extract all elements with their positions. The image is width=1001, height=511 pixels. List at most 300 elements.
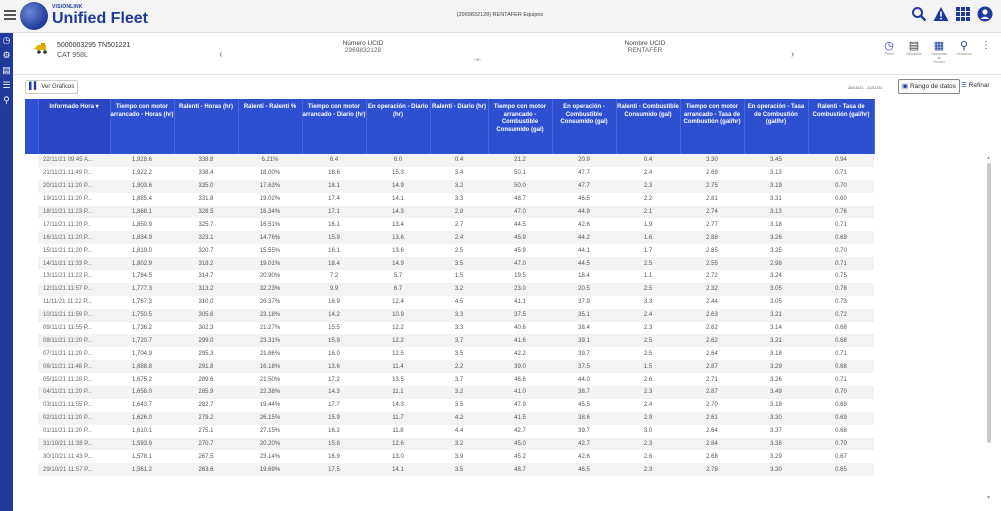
reported-time-cell: 18/11/21 11:23 P...	[38, 206, 110, 219]
table-cell: 338.8	[174, 154, 238, 167]
table-cell: 1,784.5	[110, 270, 174, 283]
table-cell: 6.4	[302, 154, 366, 167]
row-spacer	[25, 360, 38, 373]
table-cell: 1,720.7	[110, 334, 174, 347]
table-cell: 12.2	[366, 322, 430, 335]
table-cell: 1,658.0	[110, 386, 174, 399]
row-spacer	[25, 438, 38, 451]
reported-time-cell: 30/10/21 11:43 P...	[38, 450, 110, 463]
table-cell: 335.0	[174, 180, 238, 193]
table-cell: 3.0	[616, 425, 680, 438]
table-row[interactable]	[25, 438, 874, 451]
table-row[interactable]	[25, 154, 874, 167]
reported-time-cell: 19/11/21 11:20 P...	[38, 193, 110, 206]
table-cell: 44.9	[552, 206, 616, 219]
table-row[interactable]	[25, 270, 874, 283]
table-cell: 0.70	[808, 244, 874, 257]
table-cell: 2.7	[430, 218, 488, 231]
table-cell: 11.7	[366, 412, 430, 425]
table-cell: 0.68	[808, 322, 874, 335]
refine-button-label: Refinar	[968, 82, 990, 89]
table-cell: 2.70	[680, 399, 744, 412]
table-cell: 3.18	[744, 218, 808, 231]
table-cell: 14.9	[366, 257, 430, 270]
next-asset-button[interactable]: ›	[791, 49, 795, 60]
date-range-text: 28/10/21 - 22/11/21	[848, 85, 883, 90]
table-cell: 289.6	[174, 373, 238, 386]
table-cell: 16.1	[302, 218, 366, 231]
table-cell: 0.4	[430, 154, 488, 167]
table-row[interactable]	[25, 193, 874, 206]
table-cell: 1,736.2	[110, 322, 174, 335]
reports-icon[interactable]: ▤	[2, 65, 11, 75]
previous-asset-button[interactable]: ‹	[219, 49, 223, 60]
table-cell: 1.5	[616, 360, 680, 373]
table-cell: 19.01%	[238, 257, 302, 270]
table-cell: 1,767.3	[110, 296, 174, 309]
table-cell: 1,561.2	[110, 463, 174, 476]
table-cell: 42.7	[552, 438, 616, 451]
column-header[interactable]: Ralentí - Combustible Consumido (gal)	[616, 99, 680, 154]
table-cell: 318.2	[174, 257, 238, 270]
panel-tool[interactable]	[881, 40, 897, 56]
table-cell: 2.1	[616, 206, 680, 219]
column-header[interactable]: En operación - Tasa de Combustión (gal/hr)	[744, 99, 808, 154]
table-cell: 15.5	[302, 322, 366, 335]
table-cell: 263.6	[174, 463, 238, 476]
reported-time-cell: 12/11/21 11:57 P...	[38, 283, 110, 296]
table-row[interactable]	[25, 386, 874, 399]
reported-time-cell: 14/11/21 11:33 P...	[38, 257, 110, 270]
table-cell: 2.55	[680, 257, 744, 270]
table-cell: 2.62	[680, 322, 744, 335]
reported-time-cell: 16/11/21 11:20 P...	[38, 231, 110, 244]
table-cell: 338.4	[174, 167, 238, 180]
table-cell: 44.2	[552, 231, 616, 244]
column-header[interactable]: Ralentí - Tasa de Combustión (gal/hr)	[808, 99, 874, 154]
reported-time-cell: 04/11/21 11:20 P...	[38, 386, 110, 399]
table-cell: 20.9	[552, 154, 616, 167]
table-cell: 3.18	[744, 399, 808, 412]
scroll-up-icon[interactable]: ▲	[986, 155, 991, 161]
table-cell: 12.6	[366, 438, 430, 451]
column-header[interactable]: En operación - Combustible Consumido (gal)	[552, 99, 616, 154]
table-row[interactable]	[25, 206, 874, 219]
table-row[interactable]	[25, 231, 874, 244]
table-cell: 3.21	[744, 334, 808, 347]
table-cell: 3.05	[744, 283, 808, 296]
table-cell: 41.0	[488, 386, 552, 399]
location-tool[interactable]	[956, 40, 972, 56]
table-cell: 1.6	[616, 231, 680, 244]
table-cell: 42.6	[552, 450, 616, 463]
table-toolbar	[13, 75, 1001, 99]
table-cell: 38.7	[552, 386, 616, 399]
table-cell: 45.2	[488, 450, 552, 463]
table-cell: 0.68	[808, 425, 874, 438]
table-cell: 2.63	[680, 309, 744, 322]
table-cell: 48.7	[488, 463, 552, 476]
table-cell: 3.38	[744, 438, 808, 451]
row-spacer	[25, 154, 38, 167]
row-spacer	[25, 257, 38, 270]
location-pin-icon: ⚲	[959, 40, 969, 52]
table-cell: 3.5	[430, 463, 488, 476]
table-cell: 3.26	[744, 373, 808, 386]
row-spacer	[25, 322, 38, 335]
top-icons	[911, 6, 993, 22]
reported-time-cell: 22/11/21 09:45 A...	[38, 154, 110, 167]
column-header[interactable]: Ralentí - Diario (hr)	[430, 99, 488, 154]
table-cell: 20.90%	[238, 270, 302, 283]
table-cell: 46.6	[488, 373, 552, 386]
table-cell: 16.0	[302, 347, 366, 360]
table-cell: 3.25	[744, 244, 808, 257]
table-cell: 12.5	[366, 347, 430, 360]
table-cell: 0.67	[808, 450, 874, 463]
table-cell: 13.4	[366, 218, 430, 231]
table-cell: 12.2	[366, 334, 430, 347]
map-pin-icon[interactable]: ⚲	[3, 95, 10, 105]
table-cell: 1,850.9	[110, 218, 174, 231]
table-cell: 1,819.0	[110, 244, 174, 257]
table-cell: 42.2	[488, 347, 552, 360]
row-spacer	[25, 231, 38, 244]
menu-icon[interactable]	[4, 10, 16, 20]
table-row[interactable]	[25, 347, 874, 360]
table-row[interactable]	[25, 244, 874, 257]
table-cell: 17.4	[302, 193, 366, 206]
table-row[interactable]	[25, 412, 874, 425]
table-cell: 13.5	[366, 373, 430, 386]
table-cell: 3.29	[744, 450, 808, 463]
table-cell: 3.7	[430, 373, 488, 386]
table-cell: 47.9	[488, 399, 552, 412]
row-spacer	[25, 309, 38, 322]
table-cell: 4.5	[430, 296, 488, 309]
asset-id: 5000003295 TN501221	[57, 42, 131, 49]
table-row[interactable]	[25, 257, 874, 270]
user-icon[interactable]	[977, 6, 993, 22]
table-cell: 46.5	[552, 463, 616, 476]
logo-globe-icon	[20, 2, 48, 30]
excavator-icon	[32, 42, 52, 54]
table-cell: 2.75	[680, 180, 744, 193]
table-cell: 0.71	[808, 373, 874, 386]
table-cell: 45.9	[488, 231, 552, 244]
row-spacer	[25, 180, 38, 193]
table-cell: 2.71	[680, 373, 744, 386]
table-cell: 17.7	[302, 399, 366, 412]
table-cell: 3.7	[430, 334, 488, 347]
table-cell: 299.0	[174, 334, 238, 347]
table-cell: 3.24	[744, 270, 808, 283]
table-cell: 3.5	[430, 347, 488, 360]
table-cell: 26.37%	[238, 296, 302, 309]
table-cell: 2.9	[616, 412, 680, 425]
more-options-icon[interactable]: ⋮	[981, 40, 991, 51]
table-cell: 3.29	[744, 360, 808, 373]
table-row[interactable]	[25, 283, 874, 296]
reported-time-cell: 31/10/21 11:38 P...	[38, 438, 110, 451]
dashboard-icon[interactable]: ◷	[2, 35, 11, 45]
column-header[interactable]: Informado Hora ▾	[38, 99, 110, 154]
table-row[interactable]	[25, 167, 874, 180]
table-cell: 39.7	[552, 425, 616, 438]
bar-chart-icon: ▌▍	[29, 83, 40, 90]
table-cell: 44.5	[488, 218, 552, 231]
table-cell: 2.2	[430, 360, 488, 373]
table-cell: 13.6	[366, 244, 430, 257]
table-cell: 1,922.2	[110, 167, 174, 180]
row-spacer	[25, 167, 38, 180]
table-cell: 1,885.4	[110, 193, 174, 206]
pager-dots[interactable]: ○●○	[473, 57, 483, 63]
table-row[interactable]	[25, 463, 874, 476]
utilization-tool[interactable]	[906, 40, 922, 56]
table-cell: 3.9	[430, 450, 488, 463]
row-spacer	[25, 373, 38, 386]
table-cell: 3.49	[744, 386, 808, 399]
date-range-button[interactable]	[898, 79, 960, 94]
row-spacer	[25, 450, 38, 463]
table-cell: 2.5	[616, 283, 680, 296]
table-cell: 47.7	[552, 180, 616, 193]
reported-time-cell: 02/11/21 11:20 P...	[38, 412, 110, 425]
table-cell: 10.9	[366, 309, 430, 322]
table-cell: 45.5	[552, 399, 616, 412]
data-table-container[interactable]	[25, 99, 990, 511]
table-cell: 41.5	[488, 412, 552, 425]
row-spacer	[25, 283, 38, 296]
table-cell: 3.30	[680, 154, 744, 167]
alert-icon[interactable]	[933, 6, 949, 22]
ver-graficos-label: Ver Gráficos	[41, 84, 75, 90]
table-cell: 42.6	[552, 218, 616, 231]
table-cell: 44.5	[552, 257, 616, 270]
reported-time-cell: 29/10/21 11:57 P...	[38, 463, 110, 476]
table-cell: 17.5	[302, 463, 366, 476]
table-cell: 2.3	[616, 386, 680, 399]
column-header[interactable]: Ralentí - Horas (hr)	[174, 99, 238, 154]
table-cell: 12.4	[366, 296, 430, 309]
table-cell: 21.2	[488, 154, 552, 167]
table-cell: 23.18%	[238, 309, 302, 322]
table-cell: 3.31	[744, 193, 808, 206]
table-cell: 0.70	[808, 386, 874, 399]
table-cell: 2.4	[430, 231, 488, 244]
table-cell: 1,834.9	[110, 231, 174, 244]
ucid-name	[595, 40, 695, 54]
table-row[interactable]	[25, 334, 874, 347]
column-header[interactable]: Tiempo con motor arrancado - Diario (hr)	[302, 99, 366, 154]
table-cell: 17.2	[302, 373, 366, 386]
utilization-icon: ▤	[908, 40, 920, 52]
table-cell: 2.4	[616, 309, 680, 322]
table-cell: 39.1	[552, 334, 616, 347]
table-cell: 2.88	[680, 231, 744, 244]
table-cell: 1,610.1	[110, 425, 174, 438]
table-cell: 6.7	[366, 283, 430, 296]
refine-button[interactable]	[959, 79, 992, 94]
table-cell: 267.5	[174, 450, 238, 463]
scroll-down-icon[interactable]: ▼	[986, 495, 991, 501]
table-cell: 1,868.1	[110, 206, 174, 219]
calendar-icon: ▦	[933, 40, 945, 52]
table-cell: 23.0	[488, 283, 552, 296]
table-row[interactable]	[25, 450, 874, 463]
table-cell: 0.94	[808, 154, 874, 167]
table-row[interactable]	[25, 309, 874, 322]
table-cell: 3.2	[430, 438, 488, 451]
table-cell: 2.64	[680, 425, 744, 438]
table-cell: 7.2	[302, 270, 366, 283]
apps-grid-icon[interactable]	[955, 6, 971, 22]
ucid-number	[313, 40, 413, 54]
table-cell: 320.7	[174, 244, 238, 257]
table-cell: 15.9	[302, 231, 366, 244]
ver-graficos-button[interactable]	[25, 80, 78, 94]
table-cell: 15.9	[302, 412, 366, 425]
table-scrollbar[interactable]	[986, 155, 992, 511]
table-row[interactable]	[25, 399, 874, 412]
utilization-table	[25, 99, 875, 476]
column-header[interactable]: Tiempo con motor arrancado - Tasa de Combustión (gal/hr)	[680, 99, 744, 154]
reported-time-cell: 21/11/21 11:49 P...	[38, 167, 110, 180]
table-cell: 3.4	[430, 167, 488, 180]
account-title: (2969832128) RENTAFER Equipos	[456, 12, 544, 18]
ucid-number-label: Número UCID	[342, 40, 384, 47]
table-cell: 15.9	[302, 334, 366, 347]
table-cell: 2.44	[680, 296, 744, 309]
table-cell: 16.51%	[238, 218, 302, 231]
table-cell: 3.26	[744, 231, 808, 244]
list-icon[interactable]: ☰	[2, 80, 11, 90]
column-header[interactable]: En operación - Diario (hr)	[366, 99, 430, 154]
reported-time-cell: 07/11/21 11:20 P...	[38, 347, 110, 360]
table-cell: 17.1	[302, 206, 366, 219]
table-cell: 16.34%	[238, 206, 302, 219]
table-cell: 0.65	[808, 463, 874, 476]
column-header[interactable]: Ralentí - Ralentí %	[238, 99, 302, 154]
table-cell: 47.0	[488, 257, 552, 270]
table-cell: 2.81	[680, 193, 744, 206]
ucid-name-value: RENTAFER	[627, 47, 663, 54]
schedule-tool[interactable]	[931, 40, 947, 64]
table-cell: 16.1	[302, 244, 366, 257]
reported-time-cell: 06/11/21 11:48 P...	[38, 360, 110, 373]
table-row[interactable]	[25, 373, 874, 386]
table-cell: 21.50%	[238, 373, 302, 386]
table-cell: 305.6	[174, 309, 238, 322]
row-spacer	[25, 296, 38, 309]
table-cell: 18.6	[302, 167, 366, 180]
table-cell: 2.85	[680, 244, 744, 257]
table-row[interactable]	[25, 180, 874, 193]
table-cell: 0.68	[808, 360, 874, 373]
table-cell: 18.4	[552, 270, 616, 283]
table-cell: 1,593.9	[110, 438, 174, 451]
table-cell: 9.9	[302, 283, 366, 296]
table-cell: 0.73	[808, 296, 874, 309]
table-cell: 15.55%	[238, 244, 302, 257]
table-cell: 325.7	[174, 218, 238, 231]
reported-time-cell: 17/11/21 11:20 P...	[38, 218, 110, 231]
search-icon[interactable]	[911, 6, 927, 22]
table-cell: 44.0	[552, 373, 616, 386]
brand-title[interactable]: Unified Fleet	[52, 10, 149, 27]
table-cell: 2.69	[680, 167, 744, 180]
row-spacer	[25, 270, 38, 283]
table-cell: 2.87	[680, 360, 744, 373]
table-row[interactable]	[25, 218, 874, 231]
table-cell: 0.75	[808, 270, 874, 283]
left-sidebar	[0, 33, 13, 511]
table-cell: 14.3	[302, 386, 366, 399]
table-cell: 37.5	[488, 309, 552, 322]
table-cell: 19.44%	[238, 399, 302, 412]
reported-time-cell: 09/11/21 11:55 P...	[38, 322, 110, 335]
column-header[interactable]: Tiempo con motor arrancado - Horas (hr)	[110, 99, 174, 154]
row-spacer	[25, 334, 38, 347]
table-cell: 2.4	[616, 399, 680, 412]
table-cell: 44.1	[552, 244, 616, 257]
table-row[interactable]	[25, 425, 874, 438]
table-cell: 2.68	[680, 450, 744, 463]
table-cell: 2.32	[680, 283, 744, 296]
table-row[interactable]	[25, 322, 874, 335]
table-cell: 328.5	[174, 206, 238, 219]
reported-time-cell: 08/11/21 11:20 P...	[38, 334, 110, 347]
table-cell: 0.76	[808, 206, 874, 219]
column-header[interactable]: Tiempo con motor arrancado - Combustible Consumido (gal)	[488, 99, 552, 154]
table-cell: 1,777.3	[110, 283, 174, 296]
table-cell: 2.5	[616, 257, 680, 270]
table-cell: 16.9	[302, 450, 366, 463]
table-cell: 313.2	[174, 283, 238, 296]
table-cell: 331.8	[174, 193, 238, 206]
table-cell: 18.1	[302, 180, 366, 193]
asset-tools	[881, 40, 991, 64]
table-cell: 41.1	[488, 296, 552, 309]
brand-small-text: VISIONLINK	[52, 4, 83, 10]
table-cell: 2.5	[616, 347, 680, 360]
table-cell: 2.5	[430, 244, 488, 257]
table-cell: 38.6	[552, 412, 616, 425]
table-cell: 18.00%	[238, 167, 302, 180]
table-cell: 2.72	[680, 270, 744, 283]
table-cell: 0.68	[808, 334, 874, 347]
table-row[interactable]	[25, 296, 874, 309]
reported-time-cell: 15/11/21 11:20 P...	[38, 244, 110, 257]
fleet-icon[interactable]: ⚙	[2, 50, 11, 60]
table-cell: 46.5	[552, 193, 616, 206]
table-cell: 3.30	[744, 412, 808, 425]
table-cell: 38.4	[552, 322, 616, 335]
table-row[interactable]	[25, 360, 874, 373]
table-cell: 285.9	[174, 386, 238, 399]
table-cell: 14.1	[366, 193, 430, 206]
table-header-row	[25, 99, 874, 154]
table-cell: 1,903.6	[110, 180, 174, 193]
table-cell: 1,802.9	[110, 257, 174, 270]
reported-time-cell: 11/11/21 11:22 P...	[38, 296, 110, 309]
table-body	[25, 154, 874, 476]
table-cell: 14.3	[366, 399, 430, 412]
scrollbar-thumb[interactable]	[987, 163, 991, 443]
table-cell: 11.4	[366, 360, 430, 373]
panel-tool-label: Panel	[884, 52, 894, 56]
